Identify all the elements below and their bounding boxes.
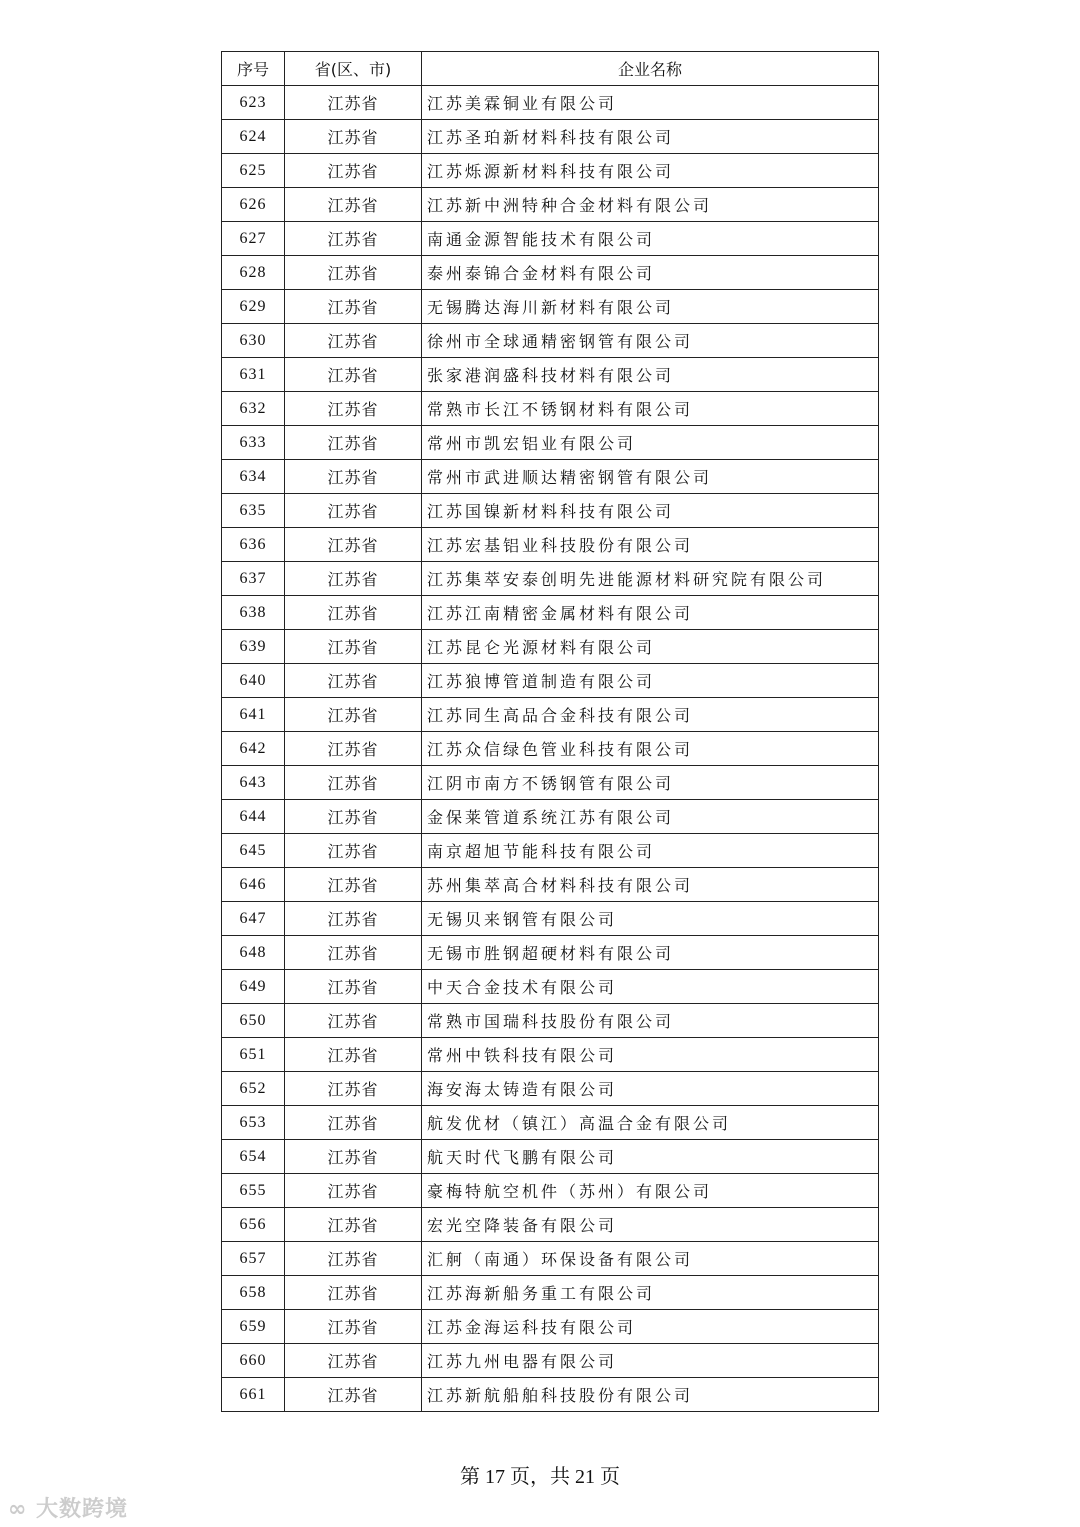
company-name-cell: 江苏众信绿色管业科技有限公司 bbox=[422, 732, 879, 766]
serial-cell: 642 bbox=[222, 732, 285, 766]
table-row bbox=[222, 358, 879, 392]
table-row bbox=[222, 1004, 879, 1038]
province-cell: 江苏省 bbox=[285, 970, 422, 1004]
province-cell: 江苏省 bbox=[285, 460, 422, 494]
serial-cell: 629 bbox=[222, 290, 285, 324]
company-name-cell: 常熟市长江不锈钢材料有限公司 bbox=[422, 392, 879, 426]
province-cell: 江苏省 bbox=[285, 562, 422, 596]
table-header-row bbox=[222, 52, 879, 86]
company-name-cell: 南京超旭节能科技有限公司 bbox=[422, 834, 879, 868]
company-name-cell: 无锡腾达海川新材料有限公司 bbox=[422, 290, 879, 324]
table-row bbox=[222, 1038, 879, 1072]
company-name-cell: 汇舸（南通）环保设备有限公司 bbox=[422, 1242, 879, 1276]
serial-cell: 648 bbox=[222, 936, 285, 970]
company-name-cell: 苏州集萃高合材料科技有限公司 bbox=[422, 868, 879, 902]
table-row bbox=[222, 664, 879, 698]
serial-cell: 635 bbox=[222, 494, 285, 528]
company-name-cell: 海安海太铸造有限公司 bbox=[422, 1072, 879, 1106]
company-name-cell: 常州市凯宏铝业有限公司 bbox=[422, 426, 879, 460]
header-company-name: 企业名称 bbox=[422, 52, 879, 86]
serial-cell: 641 bbox=[222, 698, 285, 732]
province-cell: 江苏省 bbox=[285, 1310, 422, 1344]
province-cell: 江苏省 bbox=[285, 494, 422, 528]
province-cell: 江苏省 bbox=[285, 188, 422, 222]
province-cell: 江苏省 bbox=[285, 324, 422, 358]
table-row bbox=[222, 290, 879, 324]
table-row bbox=[222, 222, 879, 256]
serial-cell: 651 bbox=[222, 1038, 285, 1072]
company-name-cell: 常州中铁科技有限公司 bbox=[422, 1038, 879, 1072]
province-cell: 江苏省 bbox=[285, 256, 422, 290]
table-row bbox=[222, 1310, 879, 1344]
table-row bbox=[222, 732, 879, 766]
watermark-logo: ∞ 大数跨境 bbox=[8, 1497, 129, 1522]
table-row bbox=[222, 766, 879, 800]
serial-cell: 644 bbox=[222, 800, 285, 834]
company-name-cell: 江阴市南方不锈钢管有限公司 bbox=[422, 766, 879, 800]
company-name-cell: 中天合金技术有限公司 bbox=[422, 970, 879, 1004]
province-cell: 江苏省 bbox=[285, 86, 422, 120]
company-name-cell: 豪梅特航空机件（苏州）有限公司 bbox=[422, 1174, 879, 1208]
table-row bbox=[222, 1344, 879, 1378]
table-body bbox=[222, 86, 879, 1412]
province-cell: 江苏省 bbox=[285, 732, 422, 766]
table-row bbox=[222, 256, 879, 290]
serial-cell: 646 bbox=[222, 868, 285, 902]
province-cell: 江苏省 bbox=[285, 1242, 422, 1276]
table-row bbox=[222, 86, 879, 120]
company-name-cell: 泰州泰锦合金材料有限公司 bbox=[422, 256, 879, 290]
company-name-cell: 江苏烁源新材料科技有限公司 bbox=[422, 154, 879, 188]
table-row bbox=[222, 630, 879, 664]
province-cell: 江苏省 bbox=[285, 1072, 422, 1106]
table-row bbox=[222, 562, 879, 596]
table-row bbox=[222, 188, 879, 222]
company-name-cell: 无锡市胜钢超硬材料有限公司 bbox=[422, 936, 879, 970]
serial-cell: 636 bbox=[222, 528, 285, 562]
serial-cell: 625 bbox=[222, 154, 285, 188]
table-row bbox=[222, 834, 879, 868]
province-cell: 江苏省 bbox=[285, 392, 422, 426]
serial-cell: 630 bbox=[222, 324, 285, 358]
province-cell: 江苏省 bbox=[285, 596, 422, 630]
company-name-cell: 航发优材（镇江）高温合金有限公司 bbox=[422, 1106, 879, 1140]
serial-cell: 654 bbox=[222, 1140, 285, 1174]
serial-cell: 627 bbox=[222, 222, 285, 256]
province-cell: 江苏省 bbox=[285, 426, 422, 460]
table-row bbox=[222, 528, 879, 562]
province-cell: 江苏省 bbox=[285, 1106, 422, 1140]
province-cell: 江苏省 bbox=[285, 868, 422, 902]
table-row bbox=[222, 800, 879, 834]
serial-cell: 649 bbox=[222, 970, 285, 1004]
table-row bbox=[222, 324, 879, 358]
table-row bbox=[222, 1208, 879, 1242]
serial-cell: 658 bbox=[222, 1276, 285, 1310]
serial-cell: 638 bbox=[222, 596, 285, 630]
province-cell: 江苏省 bbox=[285, 1276, 422, 1310]
serial-cell: 623 bbox=[222, 86, 285, 120]
company-name-cell: 张家港润盛科技材料有限公司 bbox=[422, 358, 879, 392]
serial-cell: 655 bbox=[222, 1174, 285, 1208]
company-name-cell: 江苏集萃安泰创明先进能源材料研究院有限公司 bbox=[422, 562, 879, 596]
company-name-cell: 江苏江南精密金属材料有限公司 bbox=[422, 596, 879, 630]
serial-cell: 628 bbox=[222, 256, 285, 290]
province-cell: 江苏省 bbox=[285, 834, 422, 868]
serial-cell: 624 bbox=[222, 120, 285, 154]
province-cell: 江苏省 bbox=[285, 902, 422, 936]
company-name-cell: 南通金源智能技术有限公司 bbox=[422, 222, 879, 256]
province-cell: 江苏省 bbox=[285, 936, 422, 970]
enterprise-table bbox=[221, 51, 879, 1412]
province-cell: 江苏省 bbox=[285, 120, 422, 154]
province-cell: 江苏省 bbox=[285, 1344, 422, 1378]
table-row bbox=[222, 392, 879, 426]
company-name-cell: 江苏海新船务重工有限公司 bbox=[422, 1276, 879, 1310]
company-name-cell: 江苏金海运科技有限公司 bbox=[422, 1310, 879, 1344]
table-row bbox=[222, 596, 879, 630]
serial-cell: 626 bbox=[222, 188, 285, 222]
company-name-cell: 江苏新航船舶科技股份有限公司 bbox=[422, 1378, 879, 1412]
table-row bbox=[222, 698, 879, 732]
province-cell: 江苏省 bbox=[285, 1004, 422, 1038]
serial-cell: 660 bbox=[222, 1344, 285, 1378]
serial-cell: 647 bbox=[222, 902, 285, 936]
serial-cell: 652 bbox=[222, 1072, 285, 1106]
header-province: 省(区、市) bbox=[285, 52, 422, 86]
province-cell: 江苏省 bbox=[285, 766, 422, 800]
table-row bbox=[222, 494, 879, 528]
serial-cell: 645 bbox=[222, 834, 285, 868]
table-row bbox=[222, 460, 879, 494]
serial-cell: 656 bbox=[222, 1208, 285, 1242]
table-row bbox=[222, 426, 879, 460]
company-name-cell: 江苏九州电器有限公司 bbox=[422, 1344, 879, 1378]
serial-cell: 632 bbox=[222, 392, 285, 426]
company-name-cell: 江苏美霖铜业有限公司 bbox=[422, 86, 879, 120]
province-cell: 江苏省 bbox=[285, 698, 422, 732]
table-row bbox=[222, 1106, 879, 1140]
province-cell: 江苏省 bbox=[285, 800, 422, 834]
province-cell: 江苏省 bbox=[285, 528, 422, 562]
company-name-cell: 江苏国镍新材料科技有限公司 bbox=[422, 494, 879, 528]
province-cell: 江苏省 bbox=[285, 630, 422, 664]
table-row bbox=[222, 1276, 879, 1310]
table-row bbox=[222, 120, 879, 154]
serial-cell: 633 bbox=[222, 426, 285, 460]
serial-cell: 634 bbox=[222, 460, 285, 494]
company-name-cell: 常熟市国瑞科技股份有限公司 bbox=[422, 1004, 879, 1038]
table-row bbox=[222, 1072, 879, 1106]
company-name-cell: 无锡贝来钢管有限公司 bbox=[422, 902, 879, 936]
table-row bbox=[222, 902, 879, 936]
serial-cell: 637 bbox=[222, 562, 285, 596]
province-cell: 江苏省 bbox=[285, 222, 422, 256]
company-name-cell: 常州市武进顺达精密钢管有限公司 bbox=[422, 460, 879, 494]
company-name-cell: 江苏同生高品合金科技有限公司 bbox=[422, 698, 879, 732]
header-serial: 序号 bbox=[222, 52, 285, 86]
table-row bbox=[222, 1242, 879, 1276]
province-cell: 江苏省 bbox=[285, 1140, 422, 1174]
province-cell: 江苏省 bbox=[285, 1038, 422, 1072]
serial-cell: 643 bbox=[222, 766, 285, 800]
page-number: 第 17 页，共 21 页 bbox=[460, 1466, 620, 1488]
serial-cell: 650 bbox=[222, 1004, 285, 1038]
company-name-cell: 江苏昆仑光源材料有限公司 bbox=[422, 630, 879, 664]
province-cell: 江苏省 bbox=[285, 290, 422, 324]
province-cell: 江苏省 bbox=[285, 664, 422, 698]
table-row bbox=[222, 1140, 879, 1174]
province-cell: 江苏省 bbox=[285, 358, 422, 392]
company-name-cell: 航天时代飞鹏有限公司 bbox=[422, 1140, 879, 1174]
watermark-text: 大数跨境 bbox=[36, 1497, 129, 1522]
serial-cell: 657 bbox=[222, 1242, 285, 1276]
province-cell: 江苏省 bbox=[285, 154, 422, 188]
serial-cell: 640 bbox=[222, 664, 285, 698]
company-name-cell: 金保莱管道系统江苏有限公司 bbox=[422, 800, 879, 834]
table-row bbox=[222, 1378, 879, 1412]
table-row bbox=[222, 154, 879, 188]
province-cell: 江苏省 bbox=[285, 1208, 422, 1242]
company-name-cell: 江苏狼博管道制造有限公司 bbox=[422, 664, 879, 698]
company-name-cell: 宏光空降装备有限公司 bbox=[422, 1208, 879, 1242]
company-name-cell: 江苏圣珀新材料科技有限公司 bbox=[422, 120, 879, 154]
company-name-cell: 徐州市全球通精密钢管有限公司 bbox=[422, 324, 879, 358]
serial-cell: 639 bbox=[222, 630, 285, 664]
table-row bbox=[222, 868, 879, 902]
serial-cell: 653 bbox=[222, 1106, 285, 1140]
serial-cell: 661 bbox=[222, 1378, 285, 1412]
serial-cell: 659 bbox=[222, 1310, 285, 1344]
serial-cell: 631 bbox=[222, 358, 285, 392]
company-name-cell: 江苏宏基铝业科技股份有限公司 bbox=[422, 528, 879, 562]
province-cell: 江苏省 bbox=[285, 1378, 422, 1412]
province-cell: 江苏省 bbox=[285, 1174, 422, 1208]
table-row bbox=[222, 1174, 879, 1208]
table-row bbox=[222, 936, 879, 970]
table-row bbox=[222, 970, 879, 1004]
company-name-cell: 江苏新中洲特种合金材料有限公司 bbox=[422, 188, 879, 222]
